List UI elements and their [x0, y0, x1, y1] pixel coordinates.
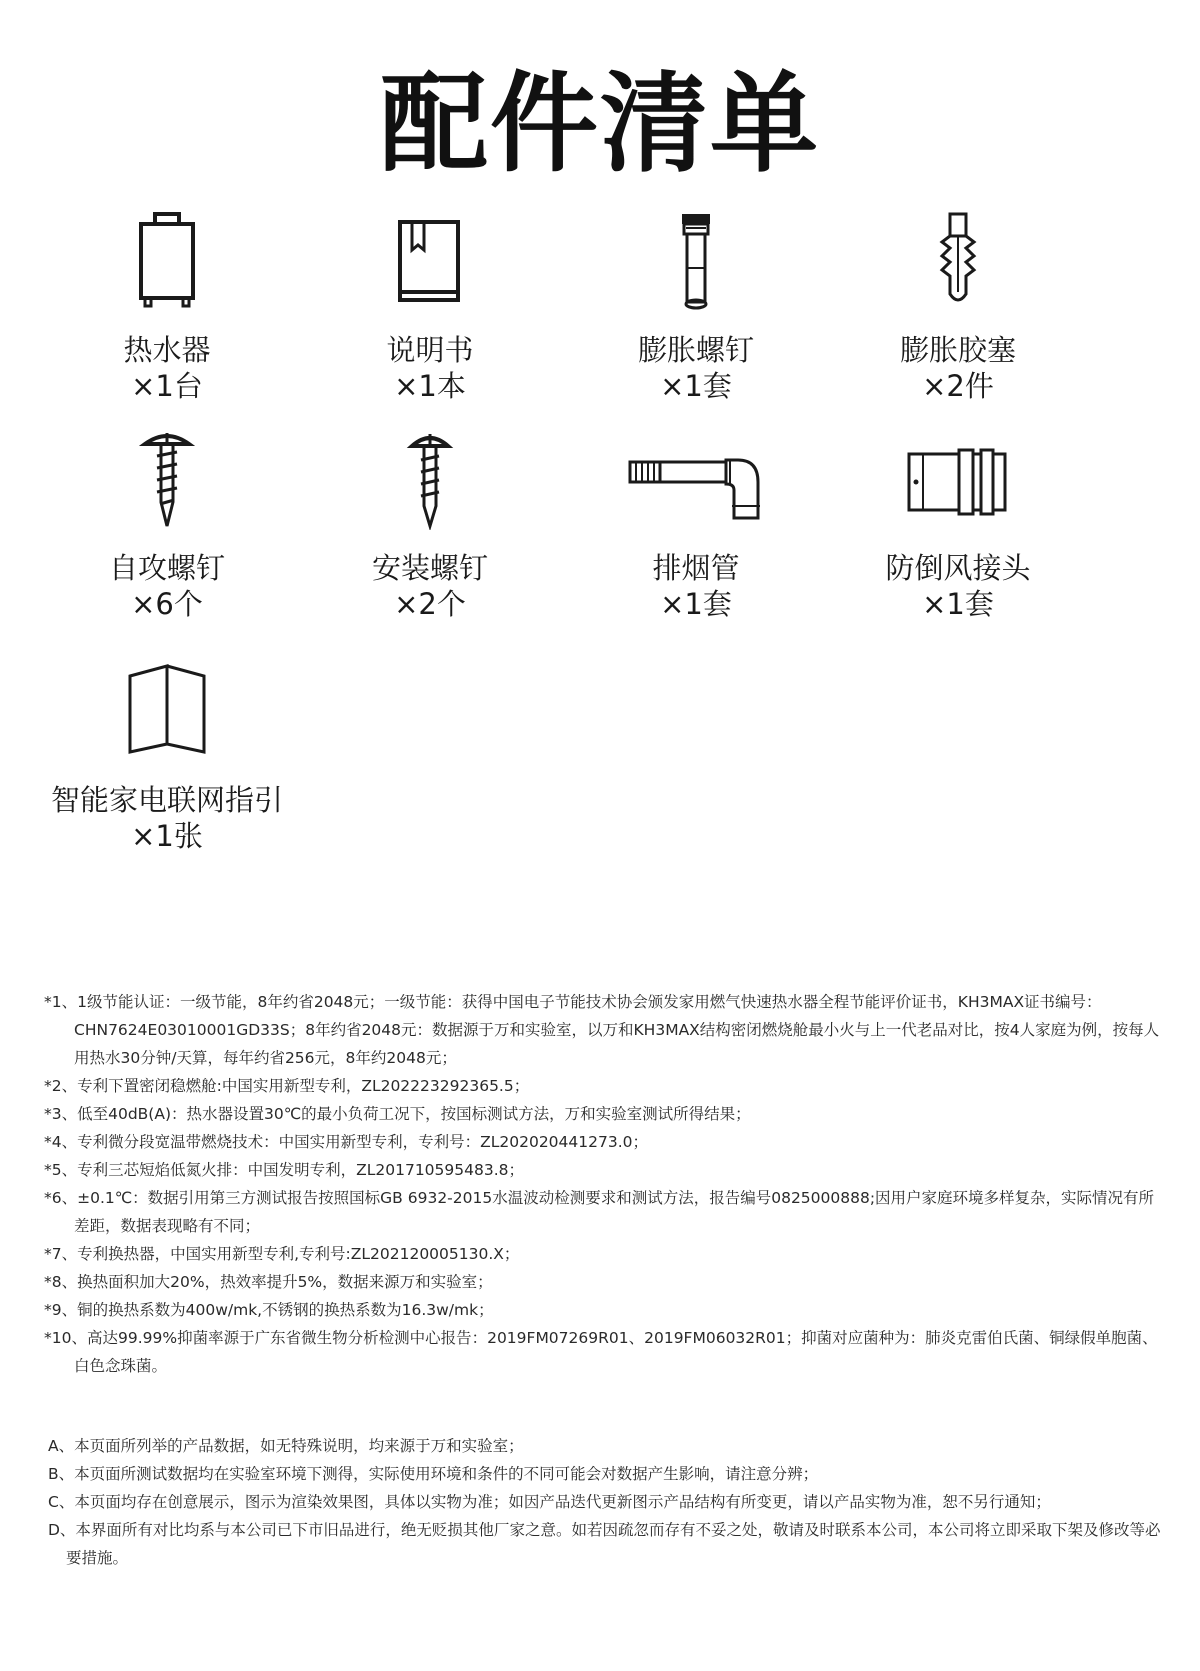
accessory-item-smart-guide [17, 662, 317, 854]
item-quantity: ×2件 [922, 369, 994, 403]
item-name: 智能家电联网指引 [50, 783, 283, 817]
disclaimer-c: C、本页面均存在创意展示，图示为渲染效果图，具体以实物为准；如因产品迭代更新图示产品结构有所变更，请以产品实物为准，恕不另行通知； [48, 1493, 1051, 1511]
footnote-5: *5、专利三芯短焰低氮火排：中国发明专利，ZL201710595483.8； [44, 1161, 524, 1179]
accessory-item-anti-backdraft-joint [818, 430, 1098, 622]
footnote-3: *3、低至40dB(A)：热水器设置30℃的最小负荷工况下，按国标测试方法，万和实验室测试所得结果； [44, 1105, 751, 1123]
footnote-4: *4、专利微分段宽温带燃烧技术：中国实用新型专利，专利号：ZL202020441273.0； [44, 1133, 648, 1151]
installation-screw-icon [390, 430, 470, 530]
expansion-bolt-icon [656, 212, 736, 312]
item-quantity: ×1套 [660, 587, 732, 621]
footnote-10: *10、高达99.99%抑菌率源于广东省微生物分析检测中心报告：2019FM07269R01、2019FM06032R01；抑菌对应菌种为：肺炎克雷伯氏菌、铜绿假单胞菌、白色念珠菌。 [44, 1329, 1158, 1375]
item-name: 防倒风接头 [885, 551, 1031, 585]
item-name: 膨胀螺钉 [637, 333, 754, 367]
footnote-2: *2、专利下置密闭稳燃舱:中国实用新型专利，ZL202223292365.5； [44, 1077, 530, 1095]
disclaimer-b: B、本页面所测试数据均在实验室环境下测得，实际使用环境和条件的不同可能会对数据产生影响，请注意分辨； [48, 1465, 819, 1483]
footnote-9: *9、铜的换热系数为400w/mk,不锈钢的换热系数为16.3w/mk； [44, 1301, 494, 1319]
item-quantity: ×2个 [394, 587, 466, 621]
accessory-item-expansion-bolt [556, 212, 836, 404]
item-quantity: ×1套 [922, 587, 994, 621]
accessory-item-exhaust-pipe [536, 430, 856, 622]
footnote-8: *8、换热面积加大20%，热效率提升5%，数据来源万和实验室； [44, 1273, 493, 1291]
item-quantity: ×1张 [131, 819, 203, 853]
page-title: 配件清单 [379, 62, 820, 187]
folded-guide-icon [122, 662, 212, 762]
footnote-6: *6、±0.1℃：数据引用第三方测试报告按照国标GB 6932-2015水温波动检测要求和测试方法，报告编号0825000888;因用户家庭环境多样复杂，实际情况有所差距，数据表现略有不同； [44, 1189, 1155, 1235]
manual-book-icon [390, 212, 470, 312]
item-name: 膨胀胶塞 [899, 333, 1016, 367]
accessory-item-manual [290, 212, 570, 404]
item-quantity: ×1台 [131, 369, 203, 403]
footnotes [44, 988, 1164, 1380]
footnote-1: *1、1级节能认证：一级节能，8年约省2048元；一级节能：获得中国电子节能技术协会颁发家用燃气快速热水器全程节能评价证书，KH3MAX证书编号：CHN7624E03010001GD33S；8年约省2048元：数据源于万和实验室，以万和KH3MAX结构密闭燃烧舱最小火与上一代老品对比，按4人家庭为例，按每人用热水30分钟/天算，每年约省256元，8年约2048元； [44, 993, 1160, 1067]
self-tapping-screw-icon [127, 430, 207, 530]
anti-backdraft-joint-icon [903, 430, 1013, 530]
footnote-7: *7、专利换热器，中国实用新型专利,专利号:ZL202120005130.X； [44, 1245, 520, 1263]
item-name: 安装螺钉 [371, 551, 488, 585]
disclaimer-a: A、本页面所列举的产品数据，如无特殊说明，均来源于万和实验室； [48, 1437, 524, 1455]
disclaimers [48, 1432, 1168, 1572]
water-heater-icon [127, 212, 207, 312]
exhaust-pipe-icon [626, 430, 766, 530]
disclaimer-d: D、本界面所有对比均系与本公司已下市旧品进行，绝无贬损其他厂家之意。如若因疏忽而存有不妥之处，敬请及时联系本公司，本公司将立即采取下架及修改等必要措施。 [48, 1521, 1161, 1567]
item-quantity: ×1本 [394, 369, 466, 403]
accessory-item-self-tapping-screw [27, 430, 307, 622]
accessory-item-wall-plug [818, 212, 1098, 404]
item-name: 热水器 [123, 333, 211, 367]
wall-plug-icon [918, 212, 998, 312]
item-quantity: ×6个 [131, 587, 203, 621]
item-name: 说明书 [386, 333, 474, 367]
accessory-item-installation-screw [290, 430, 570, 622]
accessory-item-water-heater [27, 212, 307, 404]
item-name: 排烟管 [652, 551, 740, 585]
item-quantity: ×1套 [660, 369, 732, 403]
item-name: 自攻螺钉 [108, 551, 225, 585]
